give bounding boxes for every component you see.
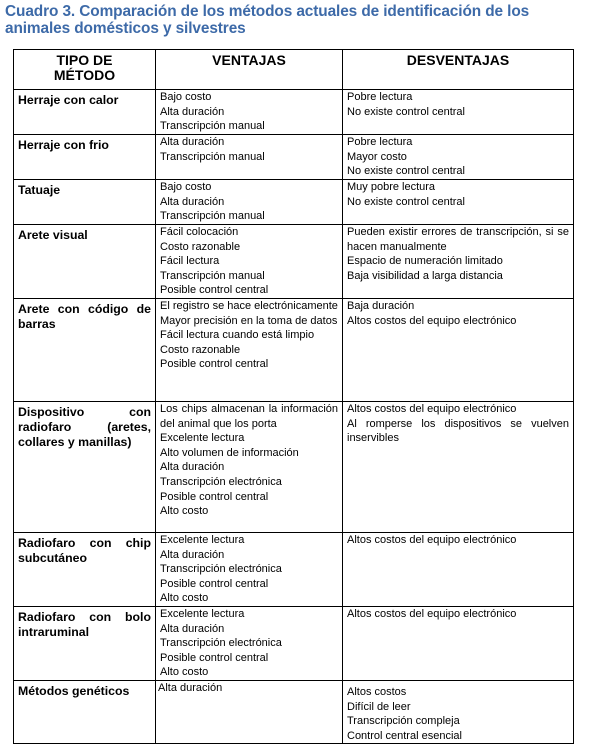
disadvantage-item: Altos costos del equipo electrónico: [347, 607, 517, 620]
disadvantages-cell: [343, 401, 574, 532]
disadvantage-item: Control central esencial: [347, 729, 462, 742]
method-type-cell: Tatuaje: [14, 180, 156, 225]
method-type-cell: Radiofaro con chip subcutáneo: [14, 532, 156, 606]
advantage-item: Excelente lectura: [160, 432, 245, 445]
advantage-item: Posible control central: [160, 577, 269, 590]
disadvantage-item: No existe control central: [347, 165, 465, 178]
advantages-cell: [156, 135, 343, 180]
method-type-cell: Herraje con frio: [14, 135, 156, 180]
table-row: [14, 680, 574, 743]
advantage-item: Bajo costo: [160, 91, 212, 103]
advantages-cell: [156, 606, 343, 680]
disadvantages-cell: [343, 532, 574, 606]
advantage-item: Posible control central: [160, 358, 269, 371]
advantage-item: Costo razonable: [160, 343, 241, 356]
advantages-cell: [156, 680, 343, 743]
disadvantages-cell: [343, 225, 574, 299]
advantages-cell: [156, 401, 343, 532]
disadvantage-item: Altos costos del equipo electrónico: [347, 533, 517, 546]
advantage-item: Excelente lectura: [160, 533, 245, 546]
advantage-item: Transcripción electrónica: [160, 475, 282, 488]
advantage-item: Fácil lectura cuando está limpio: [160, 329, 315, 342]
disadvantage-item: No existe control central: [347, 105, 465, 118]
advantage-item: Transcripción manual: [160, 210, 265, 223]
advantage-item: Mayor precisión en la toma de datos: [160, 314, 338, 327]
advantage-item: Transcripción manual: [160, 150, 265, 163]
disadvantage-item: Transcripción compleja: [347, 715, 460, 728]
disadvantage-item: Pobre lectura: [347, 136, 413, 148]
advantage-item: Alto costo: [160, 592, 209, 605]
disadvantage-item: Altos costos del equipo electrónico: [347, 314, 517, 327]
disadvantages-cell: [343, 90, 574, 135]
disadvantage-item: Baja visibilidad a larga distancia: [347, 269, 503, 282]
disadvantage-item: Difícil de leer: [347, 700, 411, 713]
advantage-item: Posible control central: [160, 651, 269, 664]
method-type-cell: Radiofaro con bolo intraruminal: [14, 606, 156, 680]
advantage-item: Transcripción manual: [160, 269, 265, 282]
method-type-cell: Arete visual: [14, 225, 156, 299]
advantage-item: Alta duración: [160, 622, 225, 635]
disadvantages-cell: [343, 680, 574, 743]
advantage-item: Excelente lectura: [160, 607, 245, 620]
table-row: [14, 532, 574, 606]
disadvantage-item: Altos costos del equipo electrónico: [347, 402, 517, 415]
table-row: [14, 225, 574, 299]
advantage-item: Alta duración: [160, 195, 225, 208]
advantage-item: Fácil lectura: [160, 255, 220, 268]
method-type-cell: Dispositivo con radiofaro (aretes, collares y manillas): [14, 401, 156, 532]
advantage-item: Alta duración: [158, 681, 223, 694]
advantage-item: Alta duración: [160, 461, 225, 474]
header-advantages: VENTAJAS: [156, 50, 343, 90]
header-type: TIPO DE MÉTODO: [14, 50, 156, 90]
advantage-item: Transcripción electrónica: [160, 637, 282, 650]
table-row: [14, 298, 574, 401]
method-type-cell: Herraje con calor: [14, 90, 156, 135]
method-type-cell: Arete con código de barras: [14, 298, 156, 401]
disadvantage-item: Al romperse los dispositivos se vuelven inservibles: [347, 417, 569, 445]
advantages-cell: [156, 532, 343, 606]
advantage-item: Transcripción manual: [160, 120, 265, 133]
advantage-item: Transcripción electrónica: [160, 563, 282, 576]
disadvantages-cell: [343, 135, 574, 180]
advantage-item: Alto costo: [160, 666, 209, 679]
advantage-item: Posible control central: [160, 284, 269, 297]
advantage-item: Alta duración: [160, 105, 225, 118]
table-row: [14, 401, 574, 532]
advantage-item: Posible control central: [160, 490, 269, 503]
advantages-cell: [156, 90, 343, 135]
advantages-cell: [156, 180, 343, 225]
disadvantage-item: Altos costos: [347, 685, 407, 698]
advantage-item: Alto volumen de información: [160, 446, 299, 459]
disadvantage-item: Pueden existir errores de transcripción, si se hacen manualmente: [347, 226, 569, 253]
header-disadvantages: DESVENTAJAS: [343, 50, 574, 90]
comparison-table: [13, 49, 574, 744]
advantage-item: Bajo costo: [160, 181, 212, 193]
method-type-cell: Métodos genéticos: [14, 680, 156, 743]
disadvantage-item: Muy pobre lectura: [347, 181, 436, 193]
disadvantages-cell: [343, 298, 574, 401]
advantage-item: Alta duración: [160, 548, 225, 561]
table-caption: Cuadro 3. Comparación de los métodos actuales de identificación de los animales domésticos y silvestres: [5, 3, 530, 37]
disadvantage-item: Baja duración: [347, 299, 415, 312]
disadvantages-cell: [343, 606, 574, 680]
disadvantage-item: Espacio de numeración limitado: [347, 255, 503, 268]
advantage-item: Alta duración: [160, 136, 225, 148]
advantages-cell: [156, 225, 343, 299]
advantage-item: Costo razonable: [160, 240, 241, 253]
advantage-item: El registro se hace electrónicamente: [160, 299, 338, 312]
table-row: [14, 180, 574, 225]
advantage-item: Alto costo: [160, 505, 209, 518]
advantage-item: Los chips almacenan la información del animal que los porta: [160, 402, 338, 430]
disadvantages-cell: [343, 180, 574, 225]
table-body: [14, 90, 574, 744]
disadvantage-item: Pobre lectura: [347, 91, 413, 103]
table-row: [14, 90, 574, 135]
advantage-item: Fácil colocación: [160, 226, 239, 238]
header-row: [14, 50, 574, 90]
advantages-cell: [156, 298, 343, 401]
table-row: [14, 606, 574, 680]
disadvantage-item: Mayor costo: [347, 150, 407, 163]
disadvantage-item: No existe control central: [347, 195, 465, 208]
table-row: [14, 135, 574, 180]
